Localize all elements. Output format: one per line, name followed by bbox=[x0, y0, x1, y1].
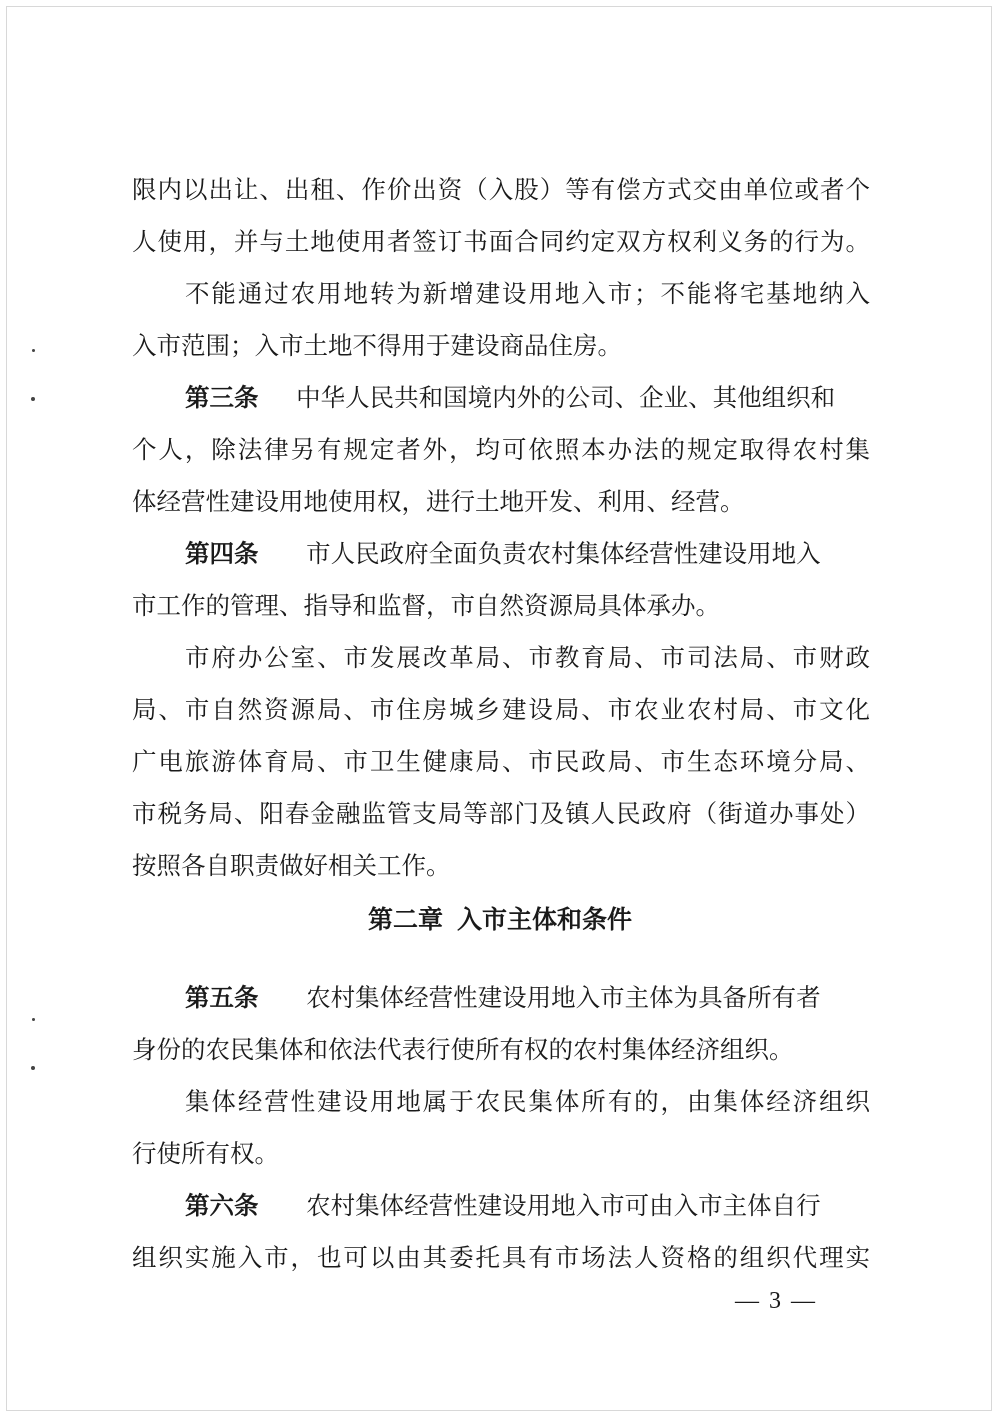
text-line: 不能通过农用地转为新增建设用地入市；不能将宅基地纳入 bbox=[185, 279, 870, 308]
text-line: 身份的农民集体和依法代表行使所有权的农村集体经济组织。 bbox=[132, 1035, 794, 1064]
article-6-label: 第六条 bbox=[185, 1191, 259, 1220]
page-number: — 3 — bbox=[735, 1288, 817, 1314]
chapter-number: 第二章 bbox=[367, 905, 443, 934]
text-line: 广电旅游体育局、市卫生健康局、市民政局、市生态环境分局、 bbox=[132, 747, 870, 776]
article-4-line-1 bbox=[185, 534, 870, 574]
text-line: 人使用，并与土地使用者签订书面合同约定双方权利义务的行为。 bbox=[132, 227, 870, 256]
article-5-text: 农村集体经营性建设用地入市主体为具备所有者 bbox=[306, 983, 821, 1012]
article-6-text: 农村集体经营性建设用地入市可由入市主体自行 bbox=[306, 1191, 821, 1220]
text-line: 市工作的管理、指导和监督，市自然资源局具体承办。 bbox=[132, 591, 720, 620]
binding-mark bbox=[31, 1066, 35, 1070]
text-line: 组织实施入市，也可以由其委托具有市场法人资格的组织代理实 bbox=[132, 1243, 870, 1272]
binding-mark bbox=[32, 1018, 35, 1021]
binding-mark bbox=[32, 349, 35, 352]
article-4-label: 第四条 bbox=[185, 539, 259, 568]
text-line: 行使所有权。 bbox=[132, 1139, 279, 1168]
text-line: 集体经营性建设用地属于农民集体所有的，由集体经济组织 bbox=[185, 1087, 870, 1116]
text-line: 个人，除法律另有规定者外，均可依照本办法的规定取得农村集 bbox=[132, 435, 870, 464]
article-5-label: 第五条 bbox=[185, 983, 259, 1012]
article-5-line-1 bbox=[185, 978, 870, 1018]
article-3-label: 第三条 bbox=[185, 383, 259, 412]
article-3-text: 中华人民共和国境内外的公司、企业、其他组织和 bbox=[296, 383, 836, 412]
text-line: 局、市自然资源局、市住房城乡建设局、市农业农村局、市文化 bbox=[132, 695, 870, 724]
article-6-line-1 bbox=[185, 1186, 870, 1226]
text-line: 限内以出让、出租、作价出资（入股）等有偿方式交由单位或者个 bbox=[132, 175, 870, 204]
text-line: 体经营性建设用地使用权，进行土地开发、利用、经营。 bbox=[132, 487, 745, 516]
text-line: 入市范围；入市土地不得用于建设商品住房。 bbox=[132, 331, 622, 360]
binding-mark bbox=[31, 397, 35, 401]
text-line: 按照各自职责做好相关工作。 bbox=[132, 851, 451, 880]
text-line: 市税务局、阳春金融监管支局等部门及镇人民政府（街道办事处） bbox=[132, 799, 870, 828]
article-3-line-1 bbox=[185, 378, 870, 418]
chapter-heading bbox=[0, 900, 1000, 940]
chapter-title: 入市主体和条件 bbox=[457, 905, 633, 934]
article-4-text: 市人民政府全面负责农村集体经营性建设用地入 bbox=[306, 539, 821, 568]
text-line: 市府办公室、市发展改革局、市教育局、市司法局、市财政 bbox=[185, 643, 870, 672]
